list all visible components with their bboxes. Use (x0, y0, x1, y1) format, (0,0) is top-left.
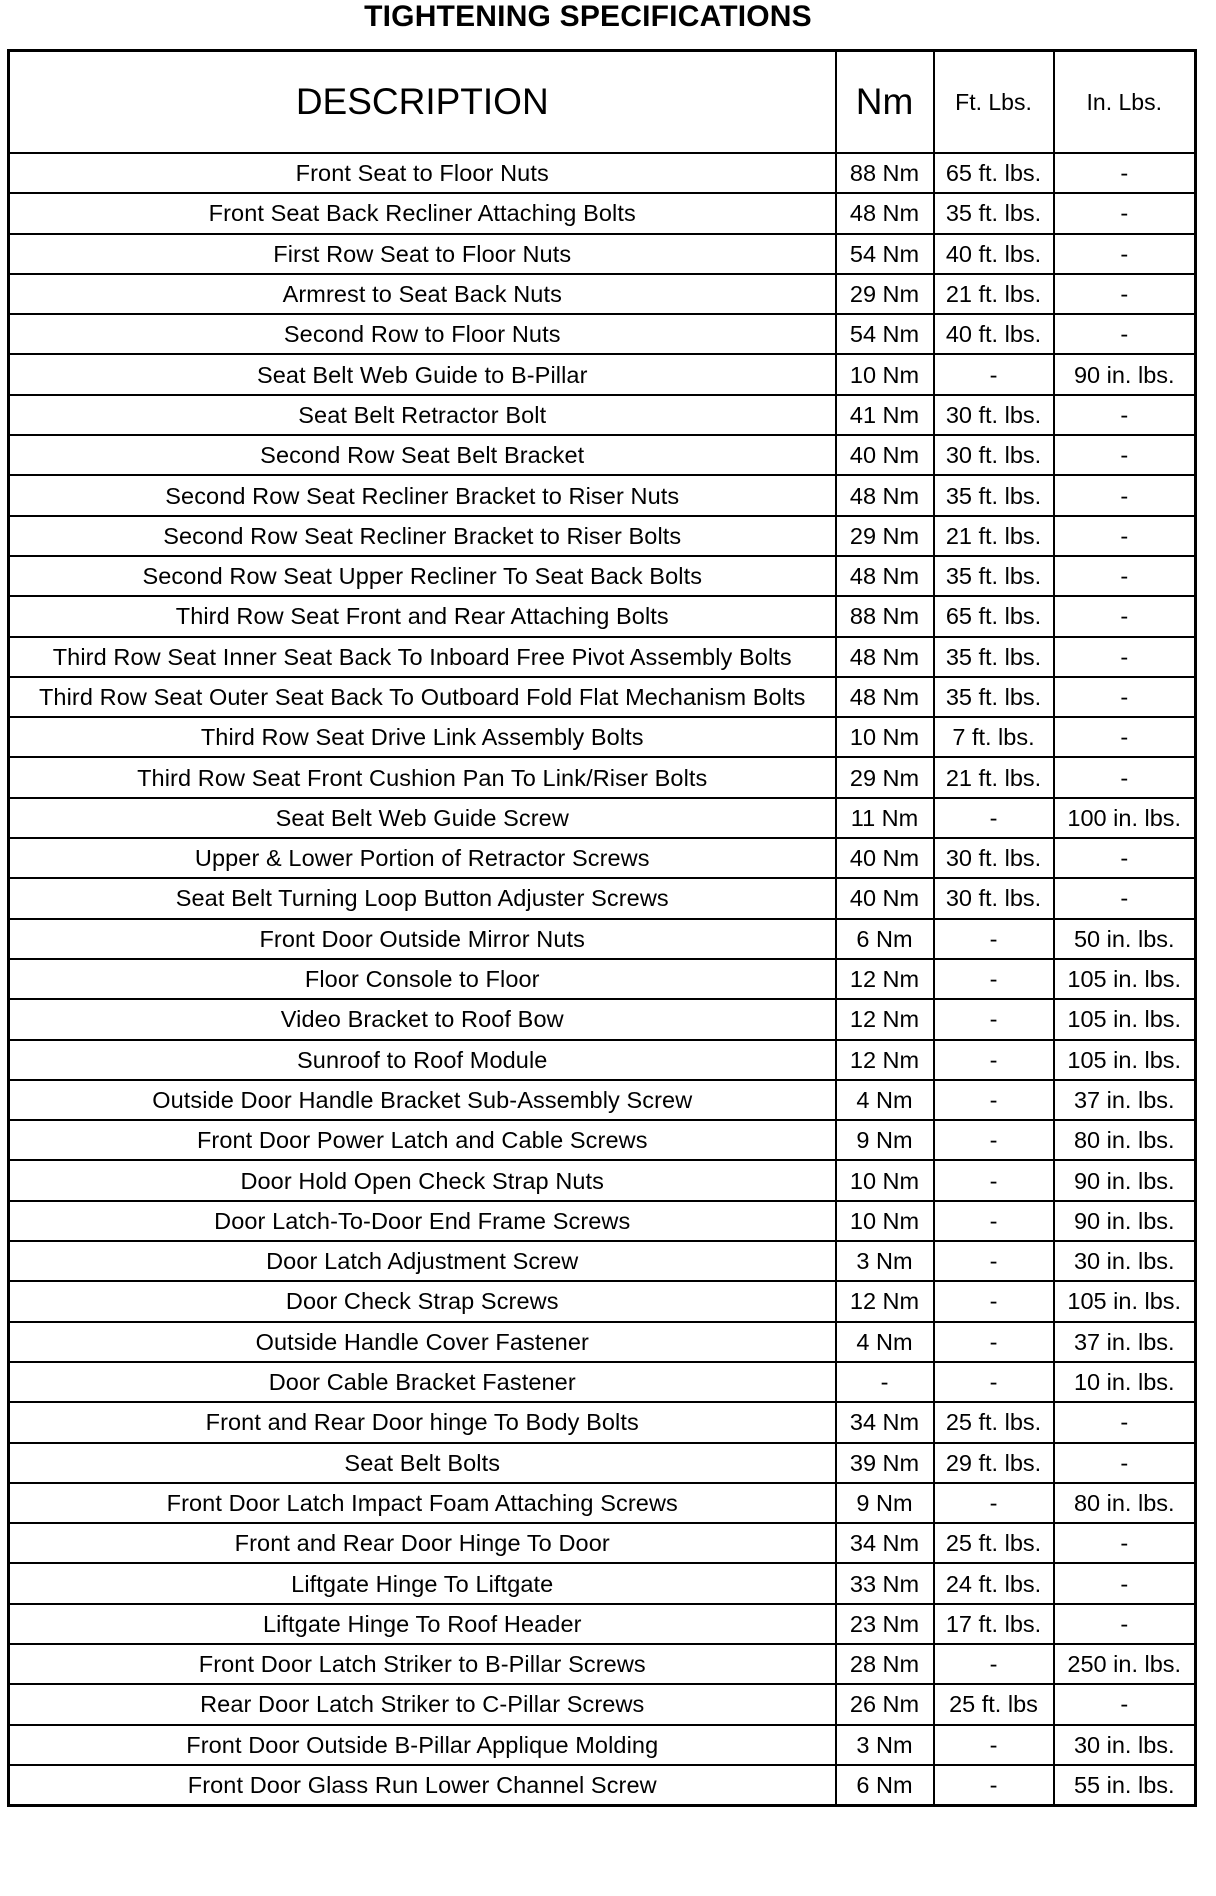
in-lbs-cell: 30 in. lbs. (1054, 1725, 1196, 1765)
nm-cell: 3 Nm (836, 1725, 934, 1765)
in-lbs-cell: - (1054, 314, 1196, 354)
nm-cell: 48 Nm (836, 475, 934, 515)
description-cell: Outside Door Handle Bracket Sub-Assembly Screw (9, 1080, 836, 1120)
description-cell: Third Row Seat Front Cushion Pan To Link/Riser Bolts (9, 757, 836, 797)
description-cell: Front Door Glass Run Lower Channel Screw (9, 1765, 836, 1806)
in-lbs-cell: - (1054, 637, 1196, 677)
table-row (9, 234, 1196, 274)
table-row (9, 959, 1196, 999)
table-row (9, 274, 1196, 314)
nm-cell: 33 Nm (836, 1563, 934, 1603)
ft-lbs-cell: 35 ft. lbs. (934, 637, 1054, 677)
ft-lbs-cell: 30 ft. lbs. (934, 435, 1054, 475)
description-cell: Front Seat to Floor Nuts (9, 153, 836, 193)
ft-lbs-cell: - (934, 1120, 1054, 1160)
nm-cell: 26 Nm (836, 1684, 934, 1724)
description-cell: Rear Door Latch Striker to C-Pillar Screws (9, 1684, 836, 1724)
description-cell: Front and Rear Door hinge To Body Bolts (9, 1402, 836, 1442)
table-row (9, 1765, 1196, 1806)
in-lbs-cell: 10 in. lbs. (1054, 1362, 1196, 1402)
table-row (9, 1362, 1196, 1402)
description-cell: Liftgate Hinge To Liftgate (9, 1563, 836, 1603)
description-cell: Front Door Outside B-Pillar Applique Molding (9, 1725, 836, 1765)
table-row (9, 1080, 1196, 1120)
description-cell: Seat Belt Turning Loop Button Adjuster Screws (9, 878, 836, 918)
in-lbs-cell: 90 in. lbs. (1054, 1160, 1196, 1200)
in-lbs-cell: 80 in. lbs. (1054, 1120, 1196, 1160)
ft-lbs-cell: 65 ft. lbs. (934, 153, 1054, 193)
nm-cell: 29 Nm (836, 274, 934, 314)
in-lbs-cell: - (1054, 1443, 1196, 1483)
tightening-spec-table (7, 49, 1197, 1807)
in-lbs-cell: - (1054, 516, 1196, 556)
description-cell: Sunroof to Roof Module (9, 1040, 836, 1080)
description-cell: Armrest to Seat Back Nuts (9, 274, 836, 314)
ft-lbs-cell: 40 ft. lbs. (934, 314, 1054, 354)
ft-lbs-cell: - (934, 1201, 1054, 1241)
in-lbs-cell: 37 in. lbs. (1054, 1322, 1196, 1362)
table-row (9, 435, 1196, 475)
page-title: TIGHTENING SPECIFICATIONS (364, 0, 812, 33)
table-row (9, 1443, 1196, 1483)
in-lbs-cell: 100 in. lbs. (1054, 798, 1196, 838)
nm-cell: 10 Nm (836, 1160, 934, 1200)
in-lbs-cell: - (1054, 475, 1196, 515)
nm-cell: 12 Nm (836, 999, 934, 1039)
description-cell: Third Row Seat Inner Seat Back To Inboard Free Pivot Assembly Bolts (9, 637, 836, 677)
table-row (9, 1684, 1196, 1724)
table-row (9, 516, 1196, 556)
ft-lbs-cell: - (934, 959, 1054, 999)
description-cell: Front Door Outside Mirror Nuts (9, 919, 836, 959)
nm-cell: 12 Nm (836, 1040, 934, 1080)
ft-lbs-cell: 21 ft. lbs. (934, 516, 1054, 556)
table-row (9, 1644, 1196, 1684)
table-row (9, 1322, 1196, 1362)
nm-cell: 29 Nm (836, 516, 934, 556)
header-row (9, 51, 1196, 154)
table-row (9, 596, 1196, 636)
ft-lbs-cell: 7 ft. lbs. (934, 717, 1054, 757)
nm-cell: 54 Nm (836, 314, 934, 354)
ft-lbs-cell: 25 ft. lbs. (934, 1402, 1054, 1442)
table-row (9, 193, 1196, 233)
description-cell: Video Bracket to Roof Bow (9, 999, 836, 1039)
ft-lbs-cell: - (934, 999, 1054, 1039)
ft-lbs-cell: 35 ft. lbs. (934, 193, 1054, 233)
nm-cell: 41 Nm (836, 395, 934, 435)
ft-lbs-cell: 21 ft. lbs. (934, 274, 1054, 314)
ft-lbs-cell: - (934, 1281, 1054, 1321)
in-lbs-cell: - (1054, 717, 1196, 757)
description-cell: Front Seat Back Recliner Attaching Bolts (9, 193, 836, 233)
ft-lbs-cell: - (934, 1322, 1054, 1362)
table-row (9, 354, 1196, 394)
table-row (9, 1402, 1196, 1442)
nm-cell: 12 Nm (836, 1281, 934, 1321)
description-cell: Third Row Seat Front and Rear Attaching Bolts (9, 596, 836, 636)
spec-rows (9, 153, 1196, 1806)
ft-lbs-cell: - (934, 1040, 1054, 1080)
header-in-lbs: In. Lbs. (1054, 51, 1196, 154)
description-cell: Door Latch Adjustment Screw (9, 1241, 836, 1281)
description-cell: Front Door Latch Impact Foam Attaching Screws (9, 1483, 836, 1523)
table-row (9, 1241, 1196, 1281)
nm-cell: 88 Nm (836, 153, 934, 193)
description-cell: Seat Belt Web Guide to B-Pillar (9, 354, 836, 394)
nm-cell: 34 Nm (836, 1402, 934, 1442)
description-cell: Upper & Lower Portion of Retractor Screws (9, 838, 836, 878)
in-lbs-cell: 37 in. lbs. (1054, 1080, 1196, 1120)
description-cell: First Row Seat to Floor Nuts (9, 234, 836, 274)
in-lbs-cell: 55 in. lbs. (1054, 1765, 1196, 1806)
in-lbs-cell: - (1054, 193, 1196, 233)
nm-cell: 4 Nm (836, 1322, 934, 1362)
nm-cell: 48 Nm (836, 193, 934, 233)
ft-lbs-cell: 24 ft. lbs. (934, 1563, 1054, 1603)
nm-cell: 48 Nm (836, 677, 934, 717)
table-row (9, 1040, 1196, 1080)
in-lbs-cell: 80 in. lbs. (1054, 1483, 1196, 1523)
in-lbs-cell: - (1054, 1563, 1196, 1603)
ft-lbs-cell: 35 ft. lbs. (934, 556, 1054, 596)
table-row (9, 395, 1196, 435)
nm-cell: 23 Nm (836, 1604, 934, 1644)
description-cell: Seat Belt Retractor Bolt (9, 395, 836, 435)
table-row (9, 1160, 1196, 1200)
in-lbs-cell: - (1054, 1402, 1196, 1442)
nm-cell: 48 Nm (836, 556, 934, 596)
table-row (9, 1523, 1196, 1563)
table-row (9, 153, 1196, 193)
ft-lbs-cell: - (934, 1765, 1054, 1806)
ft-lbs-cell: 35 ft. lbs. (934, 677, 1054, 717)
table-row (9, 798, 1196, 838)
in-lbs-cell: 90 in. lbs. (1054, 1201, 1196, 1241)
ft-lbs-cell: 17 ft. lbs. (934, 1604, 1054, 1644)
description-cell: Door Cable Bracket Fastener (9, 1362, 836, 1402)
nm-cell: 12 Nm (836, 959, 934, 999)
nm-cell: 9 Nm (836, 1483, 934, 1523)
nm-cell: 10 Nm (836, 1201, 934, 1241)
ft-lbs-cell: - (934, 354, 1054, 394)
table-row (9, 757, 1196, 797)
ft-lbs-cell: 30 ft. lbs. (934, 878, 1054, 918)
ft-lbs-cell: - (934, 1644, 1054, 1684)
nm-cell: 39 Nm (836, 1443, 934, 1483)
ft-lbs-cell: 29 ft. lbs. (934, 1443, 1054, 1483)
table-row (9, 717, 1196, 757)
in-lbs-cell: 90 in. lbs. (1054, 354, 1196, 394)
in-lbs-cell: - (1054, 677, 1196, 717)
ft-lbs-cell: 30 ft. lbs. (934, 838, 1054, 878)
description-cell: Front Door Power Latch and Cable Screws (9, 1120, 836, 1160)
in-lbs-cell: 105 in. lbs. (1054, 999, 1196, 1039)
in-lbs-cell: - (1054, 1523, 1196, 1563)
description-cell: Door Latch-To-Door End Frame Screws (9, 1201, 836, 1241)
nm-cell: 88 Nm (836, 596, 934, 636)
nm-cell: 40 Nm (836, 838, 934, 878)
in-lbs-cell: - (1054, 435, 1196, 475)
table-row (9, 314, 1196, 354)
ft-lbs-cell: - (934, 1080, 1054, 1120)
table-row (9, 1563, 1196, 1603)
ft-lbs-cell: - (934, 1362, 1054, 1402)
description-cell: Second Row Seat Upper Recliner To Seat Back Bolts (9, 556, 836, 596)
description-cell: Third Row Seat Drive Link Assembly Bolts (9, 717, 836, 757)
nm-cell: 10 Nm (836, 354, 934, 394)
ft-lbs-cell: 30 ft. lbs. (934, 395, 1054, 435)
description-cell: Liftgate Hinge To Roof Header (9, 1604, 836, 1644)
nm-cell: 40 Nm (836, 878, 934, 918)
table-row (9, 1201, 1196, 1241)
ft-lbs-cell: - (934, 1725, 1054, 1765)
in-lbs-cell: 30 in. lbs. (1054, 1241, 1196, 1281)
in-lbs-cell: - (1054, 838, 1196, 878)
table-row (9, 475, 1196, 515)
table-row (9, 999, 1196, 1039)
in-lbs-cell: 105 in. lbs. (1054, 1281, 1196, 1321)
nm-cell: 34 Nm (836, 1523, 934, 1563)
nm-cell: 6 Nm (836, 919, 934, 959)
ft-lbs-cell: 35 ft. lbs. (934, 475, 1054, 515)
ft-lbs-cell: 65 ft. lbs. (934, 596, 1054, 636)
table-row (9, 677, 1196, 717)
in-lbs-cell: 105 in. lbs. (1054, 959, 1196, 999)
description-cell: Front Door Latch Striker to B-Pillar Screws (9, 1644, 836, 1684)
in-lbs-cell: - (1054, 757, 1196, 797)
description-cell: Door Check Strap Screws (9, 1281, 836, 1321)
description-cell: Second Row Seat Recliner Bracket to Riser Bolts (9, 516, 836, 556)
nm-cell: - (836, 1362, 934, 1402)
description-cell: Second Row to Floor Nuts (9, 314, 836, 354)
description-cell: Front and Rear Door Hinge To Door (9, 1523, 836, 1563)
ft-lbs-cell: 25 ft. lbs (934, 1684, 1054, 1724)
in-lbs-cell: - (1054, 556, 1196, 596)
ft-lbs-cell: - (934, 1483, 1054, 1523)
table-row (9, 637, 1196, 677)
nm-cell: 48 Nm (836, 637, 934, 677)
description-cell: Floor Console to Floor (9, 959, 836, 999)
ft-lbs-cell: 21 ft. lbs. (934, 757, 1054, 797)
ft-lbs-cell: - (934, 1241, 1054, 1281)
in-lbs-cell: - (1054, 1684, 1196, 1724)
description-cell: Outside Handle Cover Fastener (9, 1322, 836, 1362)
description-cell: Third Row Seat Outer Seat Back To Outboard Fold Flat Mechanism Bolts (9, 677, 836, 717)
table-row (9, 1725, 1196, 1765)
in-lbs-cell: - (1054, 234, 1196, 274)
nm-cell: 10 Nm (836, 717, 934, 757)
in-lbs-cell: - (1054, 878, 1196, 918)
nm-cell: 9 Nm (836, 1120, 934, 1160)
nm-cell: 28 Nm (836, 1644, 934, 1684)
in-lbs-cell: - (1054, 153, 1196, 193)
table-row (9, 556, 1196, 596)
ft-lbs-cell: - (934, 798, 1054, 838)
in-lbs-cell: 105 in. lbs. (1054, 1040, 1196, 1080)
nm-cell: 40 Nm (836, 435, 934, 475)
table-row (9, 1483, 1196, 1523)
header-description: DESCRIPTION (9, 51, 836, 154)
nm-cell: 3 Nm (836, 1241, 934, 1281)
in-lbs-cell: 50 in. lbs. (1054, 919, 1196, 959)
ft-lbs-cell: 25 ft. lbs. (934, 1523, 1054, 1563)
nm-cell: 29 Nm (836, 757, 934, 797)
ft-lbs-cell: - (934, 919, 1054, 959)
description-cell: Seat Belt Web Guide Screw (9, 798, 836, 838)
table-row (9, 878, 1196, 918)
description-cell: Second Row Seat Recliner Bracket to Riser Nuts (9, 475, 836, 515)
in-lbs-cell: - (1054, 395, 1196, 435)
header-nm: Nm (836, 51, 934, 154)
nm-cell: 6 Nm (836, 1765, 934, 1806)
ft-lbs-cell: 40 ft. lbs. (934, 234, 1054, 274)
table-row (9, 1604, 1196, 1644)
ft-lbs-cell: - (934, 1160, 1054, 1200)
table-row (9, 838, 1196, 878)
in-lbs-cell: - (1054, 1604, 1196, 1644)
table-row (9, 1120, 1196, 1160)
in-lbs-cell: - (1054, 274, 1196, 314)
nm-cell: 54 Nm (836, 234, 934, 274)
in-lbs-cell: 250 in. lbs. (1054, 1644, 1196, 1684)
in-lbs-cell: - (1054, 596, 1196, 636)
description-cell: Door Hold Open Check Strap Nuts (9, 1160, 836, 1200)
table-row (9, 1281, 1196, 1321)
header-ft-lbs: Ft. Lbs. (934, 51, 1054, 154)
table-row (9, 919, 1196, 959)
description-cell: Second Row Seat Belt Bracket (9, 435, 836, 475)
nm-cell: 11 Nm (836, 798, 934, 838)
description-cell: Seat Belt Bolts (9, 1443, 836, 1483)
nm-cell: 4 Nm (836, 1080, 934, 1120)
